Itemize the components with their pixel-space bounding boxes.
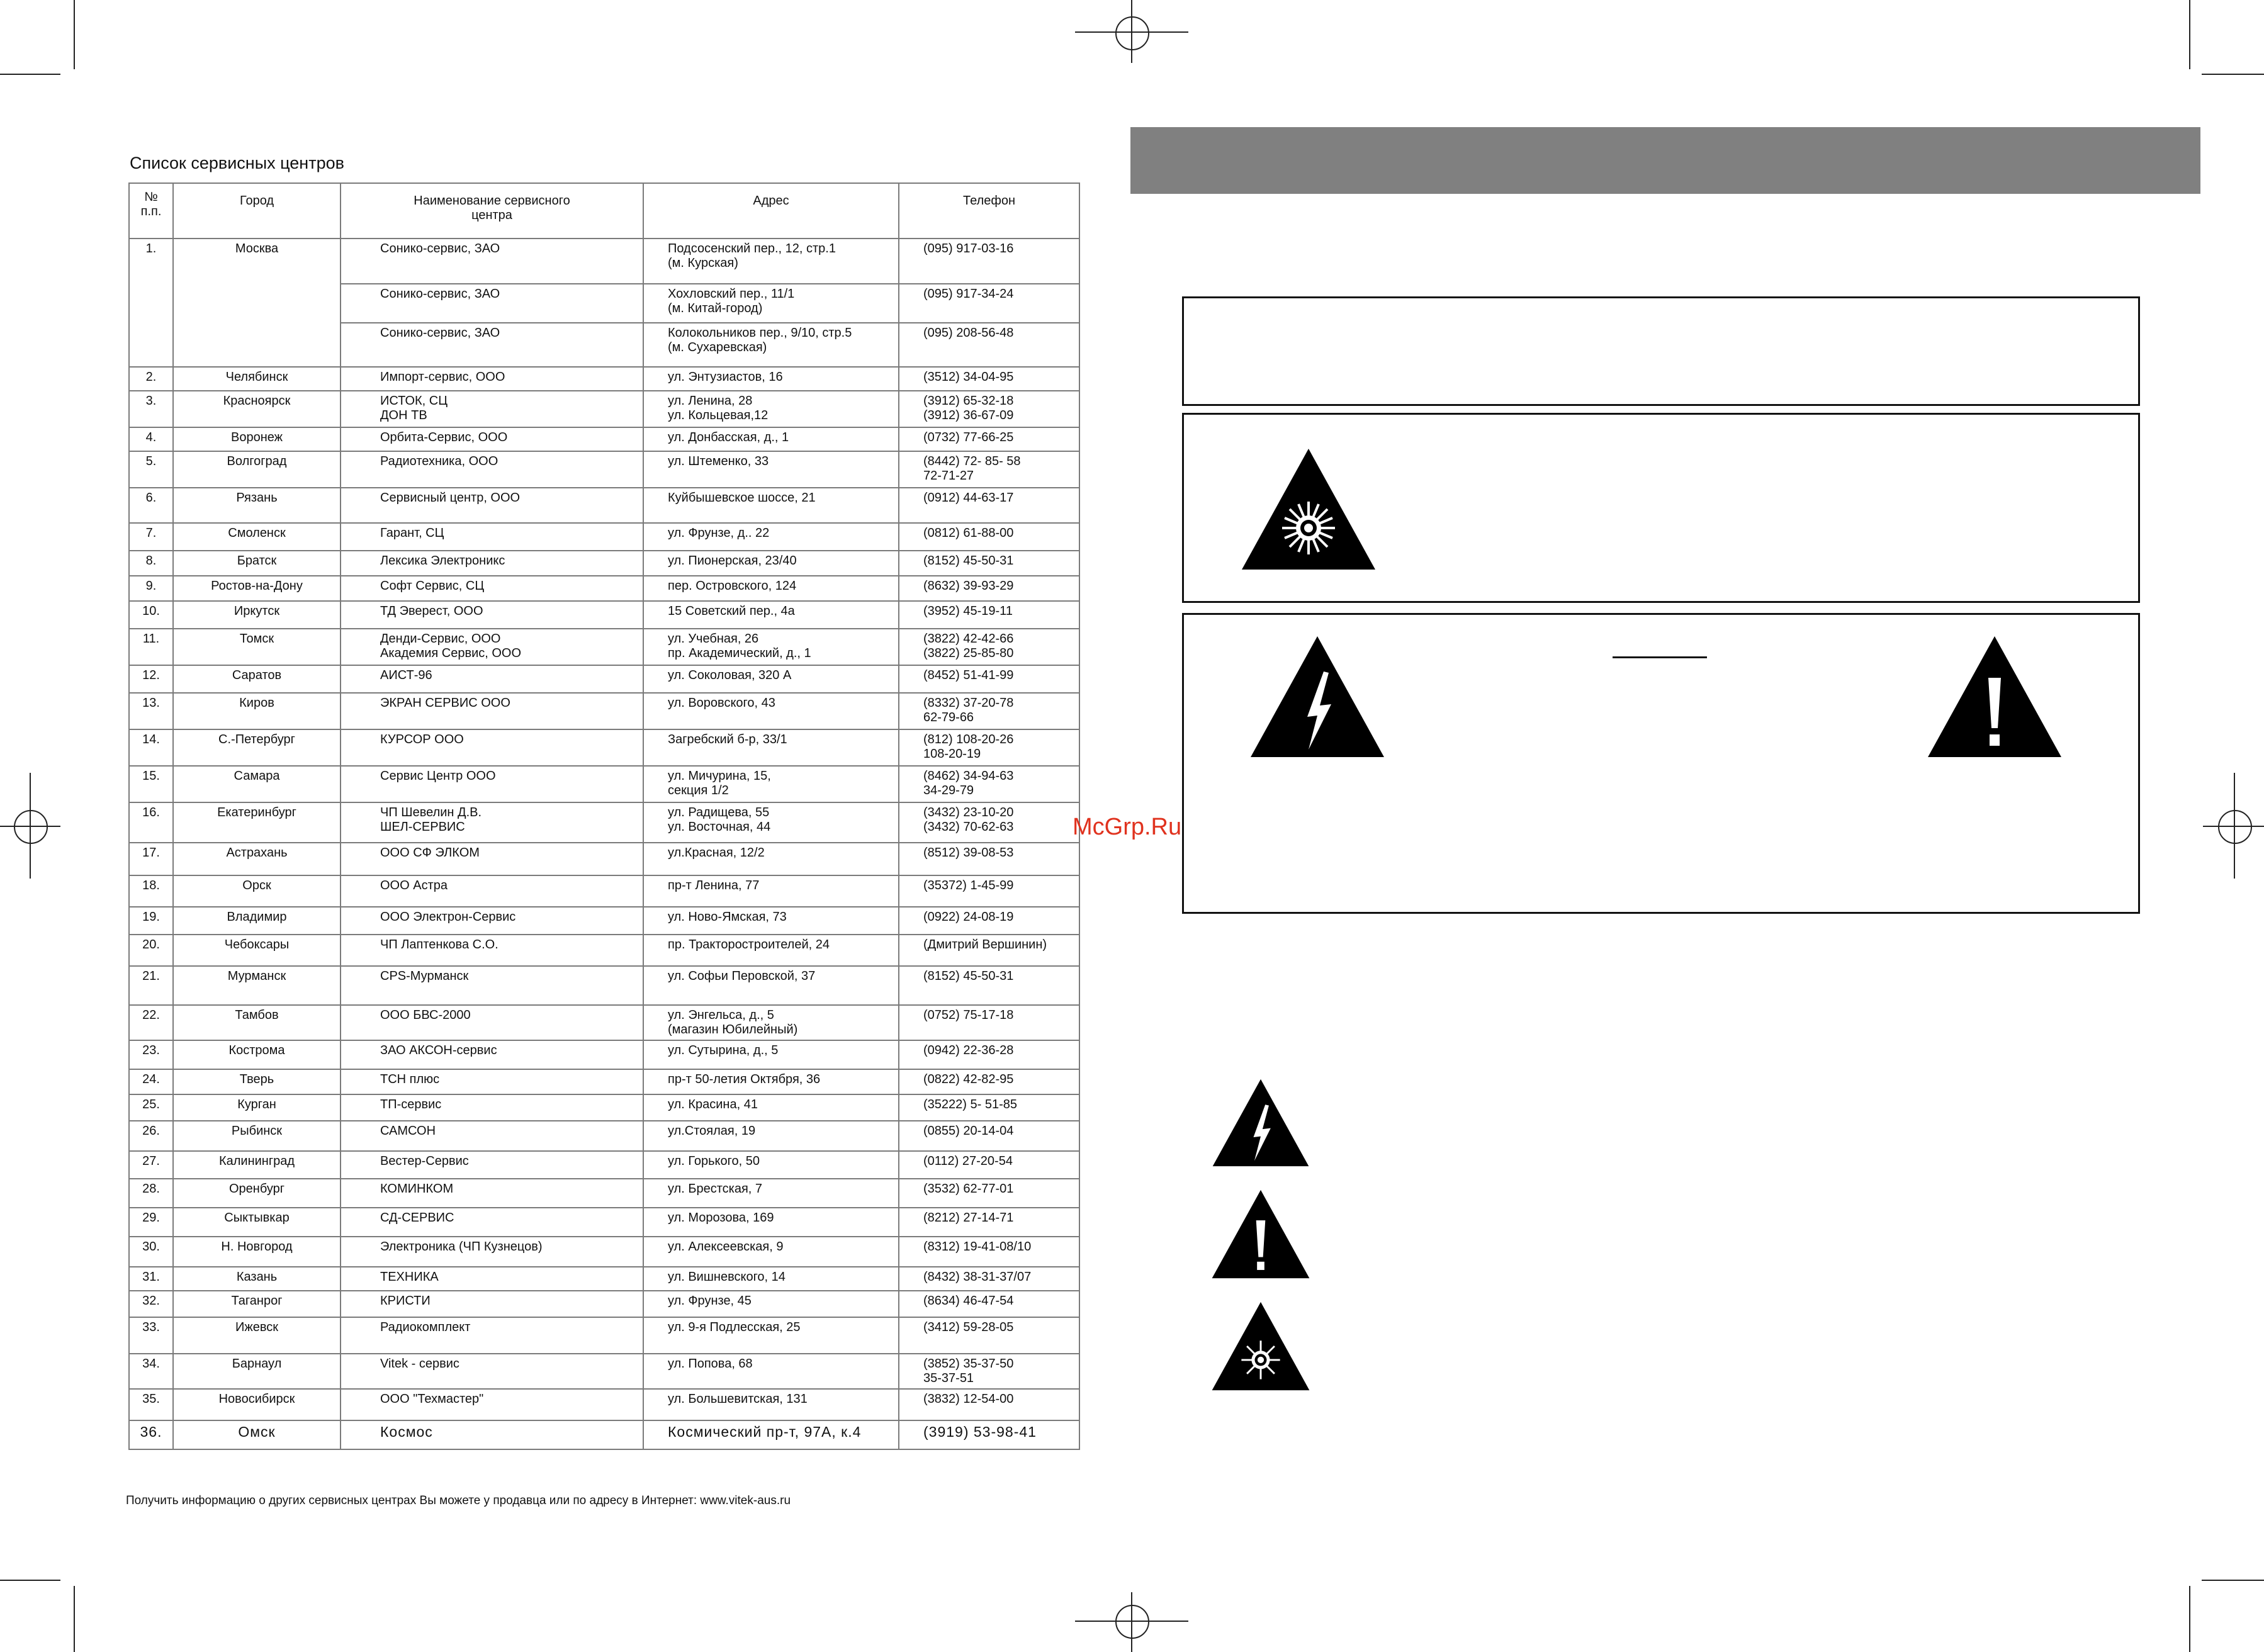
cell-num: 20. (129, 935, 173, 966)
cell-address: ул. Пионерская, 23/40 (643, 551, 899, 576)
cell-name: ЧП Шевелин Д.В. ШЕЛ-СЕРВИС (341, 802, 643, 843)
table-row (129, 1040, 1079, 1069)
cell-name: Гарант, СЦ (341, 523, 643, 551)
table-row (129, 427, 1079, 451)
cell-num: 25. (129, 1094, 173, 1121)
cell-num: 32. (129, 1291, 173, 1317)
cell-num: 24. (129, 1069, 173, 1094)
cell-address: ул.Красная, 12/2 (643, 843, 899, 875)
cell-phone: (3822) 42-42-66 (3822) 25-85-80 (899, 629, 1079, 665)
cell-address: Колокольников пер., 9/10, стр.5 (м. Сухаревская) (643, 323, 899, 367)
cell-city: Орск (173, 875, 341, 907)
cell-address: Загребский б-р, 33/1 (643, 729, 899, 766)
laser-warning-icon (1239, 446, 1378, 572)
cell-address: ул. Большевитская, 131 (643, 1389, 899, 1420)
cell-city: Калининград (173, 1151, 341, 1179)
crop-mark (74, 1586, 75, 1652)
cell-address: пр. Тракторостроителей, 24 (643, 935, 899, 966)
cell-num: 34. (129, 1354, 173, 1389)
cell-address: ул. Донбасская, д., 1 (643, 427, 899, 451)
cell-name: ООО Астра (341, 875, 643, 907)
cell-city: Тамбов (173, 1005, 341, 1040)
cell-name: Космос (341, 1420, 643, 1449)
cell-address: ул. 9-я Подлесская, 25 (643, 1317, 899, 1354)
cell-num: 18. (129, 875, 173, 907)
cell-city: Ростов-на-Дону (173, 576, 341, 601)
cell-num: 8. (129, 551, 173, 576)
cell-phone: (8312) 19-41-08/10 (899, 1237, 1079, 1267)
notice-box (1182, 296, 2140, 406)
page-title: Список сервисных центров (130, 154, 344, 172)
table-row (129, 875, 1079, 907)
cell-name: ИСТОК, СЦ ДОН ТВ (341, 391, 643, 427)
cell-name: Сонико-сервис, ЗАО (341, 323, 643, 367)
cell-num: 2. (129, 367, 173, 391)
cell-address: ул. Горького, 50 (643, 1151, 899, 1179)
cell-name: КРИСТИ (341, 1291, 643, 1317)
cell-name: ООО Электрон-Сервис (341, 907, 643, 935)
cell-city: Казань (173, 1267, 341, 1291)
cell-phone: (3919) 53-98-41 (899, 1420, 1079, 1449)
cell-name: ООО "Техмастер" (341, 1389, 643, 1420)
table-row (129, 966, 1079, 1005)
laser-notice-box (1182, 413, 2140, 603)
cell-city: Сыктывкар (173, 1208, 341, 1237)
cell-address: ул. Мичурина, 15, секция 1/2 (643, 766, 899, 802)
cell-num: 30. (129, 1237, 173, 1267)
cell-city: Самара (173, 766, 341, 802)
table-row (129, 1121, 1079, 1151)
cell-num: 6. (129, 488, 173, 523)
header-phone: Телефон (899, 183, 1079, 239)
cell-name: ТСН плюс (341, 1069, 643, 1094)
crop-mark (0, 1580, 60, 1581)
registration-mark (1115, 16, 1149, 50)
cell-city: Воронеж (173, 427, 341, 451)
cell-city: Н. Новгород (173, 1237, 341, 1267)
cell-name: ТД Эверест, ООО (341, 601, 643, 629)
cell-address: ул. Ново-Ямская, 73 (643, 907, 899, 935)
cell-city: Курган (173, 1094, 341, 1121)
cell-city: Рязань (173, 488, 341, 523)
cell-name: Софт Сервис, СЦ (341, 576, 643, 601)
lightning-warning-icon (1210, 1077, 1312, 1168)
cell-name: ЧП Лаптенкова С.О. (341, 935, 643, 966)
cell-phone: (3852) 35-37-50 35-37-51 (899, 1354, 1079, 1389)
cell-name: ООО БВС-2000 (341, 1005, 643, 1040)
table-row (129, 551, 1079, 576)
cell-num: 29. (129, 1208, 173, 1237)
cell-city: Волгоград (173, 451, 341, 488)
cell-phone: (0942) 22-36-28 (899, 1040, 1079, 1069)
cell-phone: (8432) 38-31-37/07 (899, 1267, 1079, 1291)
cell-phone: (35372) 1-45-99 (899, 875, 1079, 907)
cell-city: Томск (173, 629, 341, 665)
cell-name: САМСОН (341, 1121, 643, 1151)
cell-phone: (095) 208-56-48 (899, 323, 1079, 367)
table-row (129, 1179, 1079, 1208)
cell-address: ул. Морозова, 169 (643, 1208, 899, 1237)
cell-phone: (3912) 65-32-18 (3912) 36-67-09 (899, 391, 1079, 427)
cell-name: Сонико-сервис, ЗАО (341, 239, 643, 284)
cell-num: 10. (129, 601, 173, 629)
cell-address: Подсосенский пер., 12, стр.1 (м. Курская) (643, 239, 899, 284)
table-body (129, 239, 1079, 1449)
cell-name: Лексика Электроникс (341, 551, 643, 576)
cell-name: Сервисный центр, ООО (341, 488, 643, 523)
table-row (129, 1069, 1079, 1094)
cell-address: ул. Попова, 68 (643, 1354, 899, 1389)
cell-address: пр-т Ленина, 77 (643, 875, 899, 907)
cell-address: ул.Стоялая, 19 (643, 1121, 899, 1151)
cell-city: Ижевск (173, 1317, 341, 1354)
cell-name: АИСТ-96 (341, 665, 643, 693)
cell-name: ЭКРАН СЕРВИС ООО (341, 693, 643, 729)
cell-phone: (8332) 37-20-78 62-79-66 (899, 693, 1079, 729)
cell-city: Екатеринбург (173, 802, 341, 843)
cell-city: Иркутск (173, 601, 341, 629)
cell-city: Красноярск (173, 391, 341, 427)
lightning-warning-icon (1248, 634, 1387, 760)
service-centers-table (128, 183, 1080, 1450)
cell-phone: (3952) 45-19-11 (899, 601, 1079, 629)
cell-num: 15. (129, 766, 173, 802)
cell-name: ТП-сервис (341, 1094, 643, 1121)
cell-city: Смоленск (173, 523, 341, 551)
cell-phone: (8632) 39-93-29 (899, 576, 1079, 601)
cell-num: 26. (129, 1121, 173, 1151)
cell-phone: (095) 917-03-16 (899, 239, 1079, 284)
cell-city: Владимир (173, 907, 341, 935)
table-row (129, 523, 1079, 551)
table-row (129, 1291, 1079, 1317)
cell-name: CPS-Мурманск (341, 966, 643, 1005)
cell-address: пер. Островского, 124 (643, 576, 899, 601)
cell-address: ул. Красина, 41 (643, 1094, 899, 1121)
cell-num: 23. (129, 1040, 173, 1069)
registration-mark (2218, 810, 2252, 844)
cell-phone: (Дмитрий Вершинин) (899, 935, 1079, 966)
cell-num: 31. (129, 1267, 173, 1291)
cell-phone: (8512) 39-08-53 (899, 843, 1079, 875)
cell-num: 4. (129, 427, 173, 451)
table-header-row (129, 183, 1079, 239)
registration-mark (0, 826, 60, 827)
cell-phone: (8634) 46-47-54 (899, 1291, 1079, 1317)
table-row (129, 1151, 1079, 1179)
crop-mark (2202, 1580, 2264, 1581)
cell-name: СД-СЕРВИС (341, 1208, 643, 1237)
cell-num: 14. (129, 729, 173, 766)
cell-city: Астрахань (173, 843, 341, 875)
cell-name: Сервис Центр ООО (341, 766, 643, 802)
cell-address: ул. Вишневского, 14 (643, 1267, 899, 1291)
cell-phone: (8152) 45-50-31 (899, 966, 1079, 1005)
cell-phone: (8462) 34-94-63 34-29-79 (899, 766, 1079, 802)
footnote: Получить информацию о других сервисных центрах Вы можете у продавца или по адресу в Интернет: www.vitek-aus.ru (126, 1494, 791, 1507)
cell-address: ул. Брестская, 7 (643, 1179, 899, 1208)
table-row (129, 601, 1079, 629)
cell-address: ул. Фрунзе, д.. 22 (643, 523, 899, 551)
cell-name: Радиотехника, ООО (341, 451, 643, 488)
cell-city: Рыбинск (173, 1121, 341, 1151)
cell-phone: (0855) 20-14-04 (899, 1121, 1079, 1151)
cell-address: ул. Воровского, 43 (643, 693, 899, 729)
cell-address: ул. Ленина, 28 ул. Кольцевая,12 (643, 391, 899, 427)
cell-phone: (8442) 72- 85- 58 72-71-27 (899, 451, 1079, 488)
cell-address: ул. Штеменко, 33 (643, 451, 899, 488)
exclamation-warning-icon (1925, 634, 2064, 760)
cell-num: 35. (129, 1389, 173, 1420)
cell-num: 3. (129, 391, 173, 427)
cell-address: ул. Энтузиастов, 16 (643, 367, 899, 391)
table-row (129, 367, 1079, 391)
cell-num: 19. (129, 907, 173, 935)
cell-address: Хохловский пер., 11/1 (м. Китай-город) (643, 284, 899, 323)
cell-city: Киров (173, 693, 341, 729)
cell-phone: (0112) 27-20-54 (899, 1151, 1079, 1179)
table-row (129, 843, 1079, 875)
header-name: Наименование сервисного центра (341, 183, 643, 239)
cell-name: ТЕХНИКА (341, 1267, 643, 1291)
table-row (129, 1005, 1079, 1040)
cell-num: 13. (129, 693, 173, 729)
cell-num: 36. (129, 1420, 173, 1449)
table-row (129, 1237, 1079, 1267)
table-row (129, 766, 1079, 802)
registration-mark (2203, 826, 2264, 827)
cell-address: ул. Соколовая, 320 А (643, 665, 899, 693)
cell-address: пр-т 50-летия Октября, 36 (643, 1069, 899, 1094)
exclamation-warning-icon (1210, 1188, 1312, 1280)
table-row (129, 1389, 1079, 1420)
crop-mark (0, 74, 60, 75)
registration-mark (1115, 1605, 1149, 1639)
cell-name: Импорт-сервис, ООО (341, 367, 643, 391)
header-address: Адрес (643, 183, 899, 239)
cell-phone: (3532) 62-77-01 (899, 1179, 1079, 1208)
cell-city: Тверь (173, 1069, 341, 1094)
cell-num: 33. (129, 1317, 173, 1354)
cell-city: Новосибирск (173, 1389, 341, 1420)
cell-name: Орбита-Сервис, ООО (341, 427, 643, 451)
registration-mark (1131, 1592, 1132, 1652)
cell-name: Сонико-сервис, ЗАО (341, 284, 643, 323)
cell-city: Барнаул (173, 1354, 341, 1389)
cell-num: 27. (129, 1151, 173, 1179)
cell-phone: (8452) 51-41-99 (899, 665, 1079, 693)
crop-mark (2189, 1586, 2190, 1652)
cell-address: ул. Сутырина, д., 5 (643, 1040, 899, 1069)
heading-underline (1613, 656, 1707, 658)
cell-city: Саратов (173, 665, 341, 693)
cell-num: 22. (129, 1005, 173, 1040)
table-row (129, 451, 1079, 488)
crop-mark (74, 0, 75, 69)
cell-phone: (0752) 75-17-18 (899, 1005, 1079, 1040)
cell-phone: (35222) 5- 51-85 (899, 1094, 1079, 1121)
cell-address: ул. Алексеевская, 9 (643, 1237, 899, 1267)
cell-num: 1. (129, 239, 173, 367)
laser-warning-icon (1210, 1300, 1312, 1392)
cell-address: ул. Фрунзе, 45 (643, 1291, 899, 1317)
cell-num: 28. (129, 1179, 173, 1208)
cell-phone: (095) 917-34-24 (899, 284, 1079, 323)
cell-phone: (0822) 42-82-95 (899, 1069, 1079, 1094)
table-row (129, 1094, 1079, 1121)
cell-city: Братск (173, 551, 341, 576)
cell-address: Куйбышевское шоссе, 21 (643, 488, 899, 523)
cell-phone: (3412) 59-28-05 (899, 1317, 1079, 1354)
cell-num: 11. (129, 629, 173, 665)
cell-name: Вестер-Сервис (341, 1151, 643, 1179)
table-row (129, 1354, 1079, 1389)
cell-address: ул. Учебная, 26 пр. Академический, д., 1 (643, 629, 899, 665)
table-row (129, 1317, 1079, 1354)
cell-city: Таганрог (173, 1291, 341, 1317)
table-row (129, 802, 1079, 843)
cell-phone: (3512) 34-04-95 (899, 367, 1079, 391)
cell-num: 9. (129, 576, 173, 601)
header-bar (1130, 127, 2200, 194)
cell-num: 5. (129, 451, 173, 488)
cell-name: Vitek - сервис (341, 1354, 643, 1389)
cell-address: Космический пр-т, 97А, к.4 (643, 1420, 899, 1449)
cell-phone: (8212) 27-14-71 (899, 1208, 1079, 1237)
cell-city: Челябинск (173, 367, 341, 391)
cell-address: ул. Радищева, 55 ул. Восточная, 44 (643, 802, 899, 843)
table-row (129, 1208, 1079, 1237)
table-row (129, 629, 1079, 665)
cell-num: 7. (129, 523, 173, 551)
cell-name: КУРСОР ООО (341, 729, 643, 766)
registration-mark (14, 810, 48, 844)
cell-num: 16. (129, 802, 173, 843)
registration-mark (1075, 31, 1188, 33)
cell-address: ул. Софьи Перовской, 37 (643, 966, 899, 1005)
table-row (129, 239, 1079, 284)
cell-num: 17. (129, 843, 173, 875)
cell-num: 12. (129, 665, 173, 693)
header-num: № п.п. (129, 183, 173, 239)
crop-mark (2202, 74, 2264, 75)
table-row (129, 935, 1079, 966)
cell-name: Радиокомплект (341, 1317, 643, 1354)
cell-name: КОМИНКОМ (341, 1179, 643, 1208)
cell-phone: (0922) 24-08-19 (899, 907, 1079, 935)
cell-name: ЗАО АКСОН-сервис (341, 1040, 643, 1069)
cell-city: Омск (173, 1420, 341, 1449)
table-row (129, 729, 1079, 766)
cell-phone: (0732) 77-66-25 (899, 427, 1079, 451)
table-row (129, 391, 1079, 427)
cell-phone: (0812) 61-88-00 (899, 523, 1079, 551)
watermark: McGrp.Ru (1073, 814, 1182, 840)
table-row (129, 693, 1079, 729)
cell-phone: (812) 108-20-26 108-20-19 (899, 729, 1079, 766)
cell-address: ул. Энгельса, д., 5 (магазин Юбилейный) (643, 1005, 899, 1040)
cell-phone: (3832) 12-54-00 (899, 1389, 1079, 1420)
table-row (129, 1420, 1079, 1449)
table-row (129, 907, 1079, 935)
registration-mark (1075, 1621, 1188, 1622)
cell-city: Мурманск (173, 966, 341, 1005)
cell-city: Чебоксары (173, 935, 341, 966)
crop-mark (2189, 0, 2190, 69)
table-row (129, 665, 1079, 693)
cell-city: Оренбург (173, 1179, 341, 1208)
header-city: Город (173, 183, 341, 239)
cell-city: Кострома (173, 1040, 341, 1069)
cell-name: Электроника (ЧП Кузнецов) (341, 1237, 643, 1267)
table-row (129, 1267, 1079, 1291)
table-row (129, 576, 1079, 601)
cell-name: Денди-Сервис, ООО Академия Сервис, ООО (341, 629, 643, 665)
cell-num: 21. (129, 966, 173, 1005)
table-row (129, 488, 1079, 523)
cell-address: 15 Советский пер., 4а (643, 601, 899, 629)
cell-phone: (3432) 23-10-20 (3432) 70-62-63 (899, 802, 1079, 843)
cell-phone: (8152) 45-50-31 (899, 551, 1079, 576)
cell-city: Москва (173, 239, 341, 367)
cell-city: С.-Петербург (173, 729, 341, 766)
cell-phone: (0912) 44-63-17 (899, 488, 1079, 523)
cell-name: ООО СФ ЭЛКОМ (341, 843, 643, 875)
